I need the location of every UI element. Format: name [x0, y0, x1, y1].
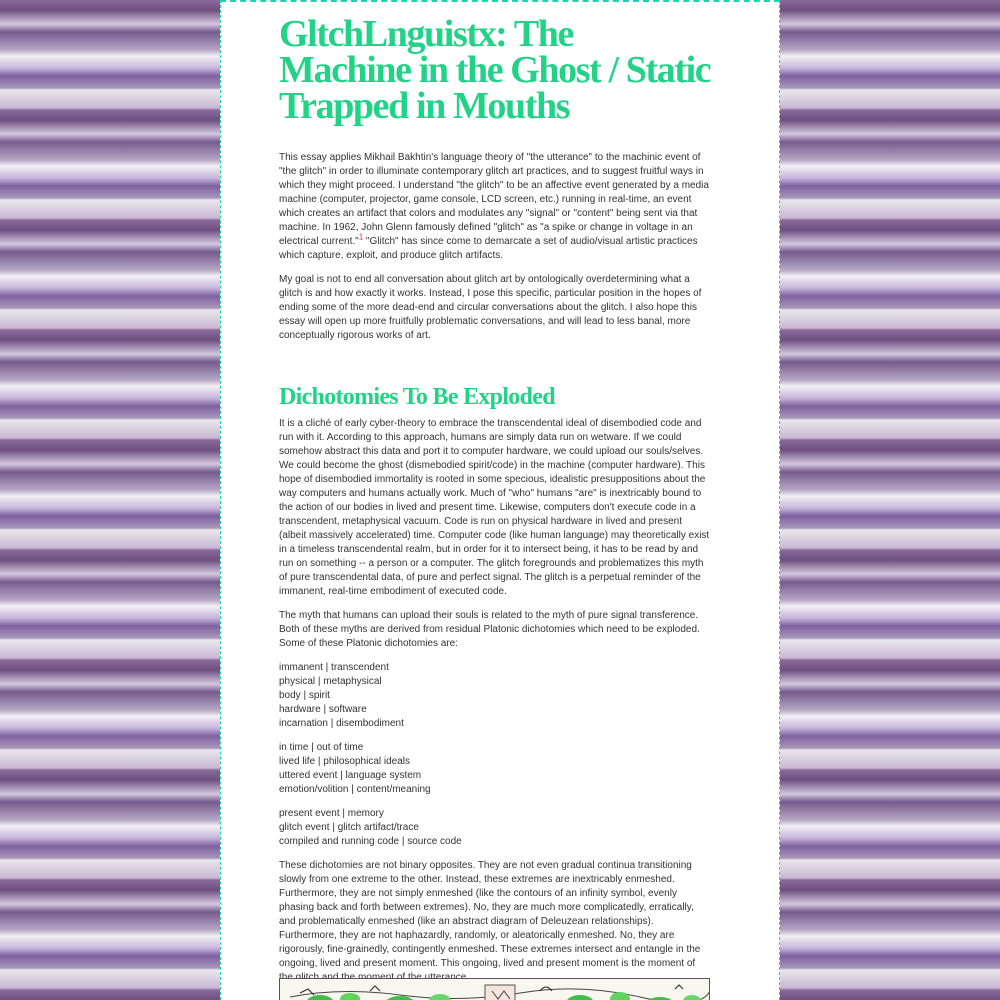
intro-paragraph-1 [279, 151, 711, 263]
dichotomy-item: physical | metaphysical [279, 676, 382, 687]
dichotomy-item: present event | memory [279, 808, 384, 819]
dichotomy-item: in time | out of time [279, 742, 364, 753]
article-column [220, 0, 780, 1000]
article-content [279, 13, 711, 995]
section-paragraph-1: It is a cliché of early cyber-theory to embrace the transcendental ideal of disembodied code and run with it. According to this approach, humans are simply data run on wetware. If we could somehow abstract this data and port it to computer hardware, we could upload our souls/selves. We could become the ghost (dismebodied spirit/code) in the machine (computer hardware). This hope of disembodied immortality is rooted in some specious, idealistic presuppositions about the way computers and humans actually work. Much of "who" humans "are" is inextricably bound to the action of our bodies in lived and present time. Likewise, computers don't execute code in a transcendent, metaphysical vacuum. Code is run on physical hardware in lived and present (albeit massively accelerated) time. Computer code (like human language) may theoretically exist in a timeless transcendental realm, but in order for it to intersect being, it has to be read by and run on something -- a person or a computer. The glitch foregrounds and problematizes this myth of pure transcendental data, of pure and perfect signal. The glitch is a perpetual reminder of the immanent, real-time embodiment of executed code. [279, 418, 710, 597]
section-heading-dichotomies: Dichotomies To Be Exploded [279, 384, 555, 410]
dichotomy-item: hardware | software [279, 704, 367, 715]
dichotomy-list-2 [279, 741, 711, 797]
diagram-illustration [280, 979, 710, 1000]
dichotomy-list-1 [279, 661, 711, 731]
dichotomy-item: glitch event | glitch artifact/trace [279, 822, 419, 833]
section-paragraph-2: The myth that humans can upload their souls is related to the myth of pure signal transference. Both of these myths are derived from residual Platonic dichotomies which need to be exploded. Some of these Platonic dichotomies are: [279, 610, 700, 649]
dichotomy-list-3 [279, 807, 711, 849]
intro-text-after-footnote: "Glitch" has since come to demarcate a set of audio/visual artistic practices which capture, exploit, and produce glitch artifacts. [279, 236, 698, 261]
dichotomy-item: body | spirit [279, 690, 330, 701]
section-paragraph-3: These dichotomies are not binary opposites. They are not even gradual continua transitioning slowly from one extreme to the other. Instead, these extremes are inextricably enmeshed. Furthermore, they are not simply enmeshed (like the contours of an infinity symbol, evenly phasing back and forth between extremes). No, they are much more complicatedly, erratically, and problematically enmeshed (like an abstract diagram of Deleuzean relationships). Furthermore, they are not haphazardly, randomly, or aleatorically enmeshed. No, they are rigorously, fine-grainedly, contingently enmeshed. These extremes intersect and entangle in the ongoing, lived and present moment. This ongoing, lived and present moment is the moment of [279, 860, 701, 969]
footnote-link-1[interactable]: 1 [358, 232, 364, 242]
dichotomy-item: uttered event | language system [279, 770, 422, 781]
intro-text-before-footnote: This essay applies Mikhail Bakhtin's language theory of "the utterance" to the machinic event of "the glitch" in order to illuminate contemporary glitch art practices, and to suggest fruitful ways in which they might proceed. I understand "the glitch" to be an affective event generated by a media machine (computer, projector, game console, LCD screen, etc.) running in real-time, an event which creates an artifact that colors and modulates any "signal" or "content" being sent via that machine. In 1962, John Glenn famously defined "glitch" as "a spike or change in voltage in an electrical current." [279, 152, 709, 247]
page-title: GltchLnguistx: The Machine in the Ghost / Static Trapped in Mouths [279, 13, 711, 127]
intro-paragraph-2: My goal is not to end all conversation about glitch art by ontologically overdetermining what a glitch is and how exactly it works. Instead, I pose this specific, particular position in the hopes of ending some of the more dead-end and circular conversations about the glitch. I also hope this essay will open up more fruitfully problematic conversations, and will lead to less banal, more conceptually rigorous works of art. [279, 274, 702, 341]
dichotomy-item: immanent | transcendent [279, 662, 389, 673]
diagram-image [279, 978, 710, 1000]
dichotomy-item: incarnation | disembodiment [279, 718, 404, 729]
dichotomy-item: emotion/volition | content/meaning [279, 784, 431, 795]
dichotomy-item: compiled and running code | source code [279, 836, 462, 847]
dichotomy-item: lived life | philosophical ideals [279, 756, 411, 767]
